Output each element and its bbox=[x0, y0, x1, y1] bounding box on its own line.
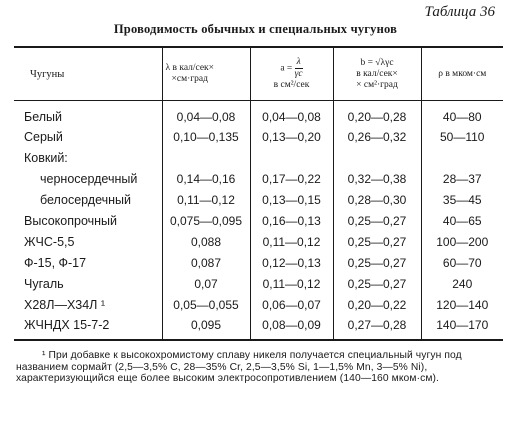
cell-rho: 40—65 bbox=[421, 210, 503, 231]
column-header-b bbox=[333, 47, 421, 101]
footnote: ¹ При добавке к высокохромистому сплаву никеля получается специальный чугун под названием сормайт (2,5—3,5% C, 28—35% Cr, 2,5—3,5% Si, 1—1,5% Mn, 3—5% Ni), характеризующийся еще более высоким электросопротивлением (140—160 мком·см). bbox=[16, 350, 462, 385]
cell-rho: 120—140 bbox=[421, 294, 503, 315]
table-row bbox=[14, 101, 503, 127]
table-row bbox=[14, 126, 503, 147]
column-header-rho: ρ в мком·см bbox=[421, 47, 503, 101]
table-row bbox=[14, 189, 503, 210]
column-header-a bbox=[250, 47, 333, 101]
cell-lambda: 0,088 bbox=[162, 231, 250, 252]
column-header-name: Чугуны bbox=[14, 47, 162, 101]
cell-a: 0,04—0,08 bbox=[250, 101, 333, 127]
cell-b: 0,20—0,22 bbox=[333, 294, 421, 315]
table-row bbox=[14, 294, 503, 315]
table-row bbox=[14, 315, 503, 340]
column-header-lambda bbox=[162, 47, 250, 101]
header-row bbox=[14, 47, 503, 101]
cell-cast-iron-name: ЖЧНДХ 15-7-2 bbox=[14, 315, 162, 340]
cell-a: 0,11—0,12 bbox=[250, 273, 333, 294]
cell-rho: 35—45 bbox=[421, 189, 503, 210]
cell-b: 0,25—0,27 bbox=[333, 273, 421, 294]
cell-a bbox=[250, 147, 333, 168]
cell-lambda: 0,075—0,095 bbox=[162, 210, 250, 231]
b-header-line2: в кал/сек× bbox=[356, 68, 398, 79]
cell-rho bbox=[421, 147, 503, 168]
cell-cast-iron-name: ЖЧС-5,5 bbox=[14, 231, 162, 252]
cell-cast-iron-name: Белый bbox=[14, 101, 162, 127]
cell-cast-iron-name: черносердечный bbox=[14, 168, 162, 189]
cell-cast-iron-name: Чугаль bbox=[14, 273, 162, 294]
cell-b: 0,25—0,27 bbox=[333, 231, 421, 252]
cell-lambda: 0,10—0,135 bbox=[162, 126, 250, 147]
table-body bbox=[14, 101, 503, 341]
lambda-header-line2: ×см·град bbox=[171, 74, 208, 84]
cell-lambda: 0,04—0,08 bbox=[162, 101, 250, 127]
cell-b bbox=[333, 147, 421, 168]
cell-b: 0,27—0,28 bbox=[333, 315, 421, 340]
cell-a: 0,11—0,12 bbox=[250, 231, 333, 252]
table-number: Таблица 36 bbox=[424, 4, 495, 20]
cell-cast-iron-name: белосердечный bbox=[14, 189, 162, 210]
cell-a: 0,12—0,13 bbox=[250, 252, 333, 273]
cell-a: 0,16—0,13 bbox=[250, 210, 333, 231]
table-row bbox=[14, 273, 503, 294]
cell-rho: 240 bbox=[421, 273, 503, 294]
cell-b: 0,20—0,28 bbox=[333, 101, 421, 127]
cell-cast-iron-name: Х28Л—Х34Л ¹ bbox=[14, 294, 162, 315]
cell-lambda: 0,14—0,16 bbox=[162, 168, 250, 189]
b-header-line3: × см²·град bbox=[356, 79, 398, 90]
cell-a: 0,13—0,20 bbox=[250, 126, 333, 147]
cell-b: 0,28—0,30 bbox=[333, 189, 421, 210]
a-header-unit: в см²/сек bbox=[273, 80, 310, 90]
cell-cast-iron-name: Высокопрочный bbox=[14, 210, 162, 231]
conductivity-table bbox=[14, 46, 503, 341]
cell-a: 0,06—0,07 bbox=[250, 294, 333, 315]
cell-a: 0,13—0,15 bbox=[250, 189, 333, 210]
cell-rho: 100—200 bbox=[421, 231, 503, 252]
cell-lambda: 0,087 bbox=[162, 252, 250, 273]
a-header-fraction bbox=[295, 57, 303, 80]
cell-b: 0,25—0,27 bbox=[333, 252, 421, 273]
cell-b: 0,32—0,38 bbox=[333, 168, 421, 189]
cell-rho: 28—37 bbox=[421, 168, 503, 189]
cell-cast-iron-name: Ф-15, Ф-17 bbox=[14, 252, 162, 273]
table-row bbox=[14, 231, 503, 252]
cell-lambda: 0,05—0,055 bbox=[162, 294, 250, 315]
cell-cast-iron-name: Ковкий: bbox=[14, 147, 162, 168]
cell-rho: 60—70 bbox=[421, 252, 503, 273]
b-header-formula: b = √λγc bbox=[360, 57, 394, 68]
cell-rho: 140—170 bbox=[421, 315, 503, 340]
cell-rho: 50—110 bbox=[421, 126, 503, 147]
cell-lambda bbox=[162, 147, 250, 168]
a-header-prefix: a = bbox=[280, 63, 293, 74]
cell-lambda: 0,11—0,12 bbox=[162, 189, 250, 210]
cell-b: 0,25—0,27 bbox=[333, 210, 421, 231]
lambda-header-line1: λ в кал/сек× bbox=[165, 63, 215, 73]
table-row bbox=[14, 252, 503, 273]
table-row bbox=[14, 168, 503, 189]
cell-a: 0,17—0,22 bbox=[250, 168, 333, 189]
cell-cast-iron-name: Серый bbox=[14, 126, 162, 147]
cell-b: 0,26—0,32 bbox=[333, 126, 421, 147]
cell-lambda: 0,095 bbox=[162, 315, 250, 340]
a-fraction-numerator: λ bbox=[296, 57, 301, 67]
a-fraction-denominator: γc bbox=[294, 69, 303, 79]
cell-rho: 40—80 bbox=[421, 101, 503, 127]
table-row bbox=[14, 210, 503, 231]
table-title: Проводимость обычных и специальных чугунов bbox=[113, 22, 398, 36]
cell-a: 0,08—0,09 bbox=[250, 315, 333, 340]
cell-lambda: 0,07 bbox=[162, 273, 250, 294]
table-row bbox=[14, 147, 503, 168]
